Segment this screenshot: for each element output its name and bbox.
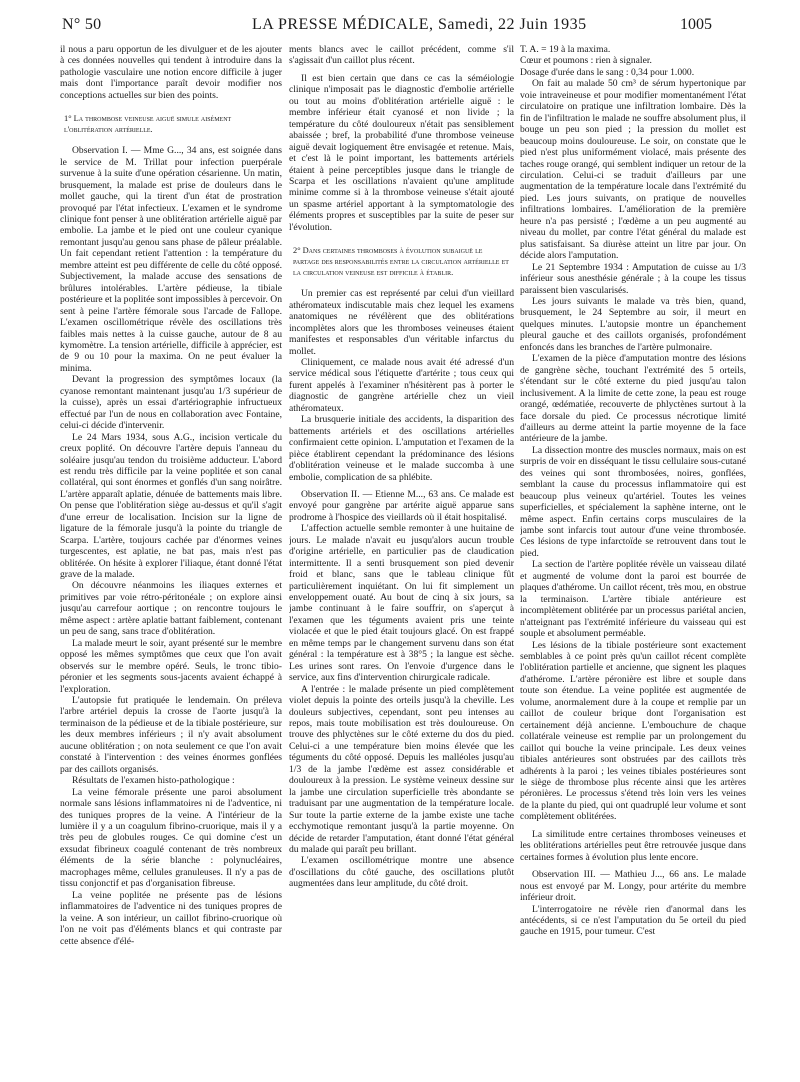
page-number: 1005 [680, 16, 712, 33]
paragraph: Dosage d'urée dans le sang : 0,34 pour 1.000. [520, 66, 695, 78]
issue-number: N° 50 [62, 16, 102, 33]
journal-title: LA PRESSE MÉDICALE, Samedi, 22 Juin 1935 [252, 16, 587, 33]
paragraph: T. A. = 19 à la maxima. [520, 44, 611, 55]
paragraph: Observation II. — Etienne M..., 63 ans. Ce malade est envoyé pour gangrène par artérite aiguë apparue sans prodrome à l'hospice des vieillards où il était hospitalisé. [289, 488, 514, 523]
paragraph: La brusquerie initiale des accidents, la disparition des battements artériels et des oscillations artérielles confirmaient cette opinion. L'amputation et l'examen de la pièce établirent cependant la prédominance des lésions d'oblitération veineuse et le malade succomba à une embolie, complication de sa phlébite. [289, 414, 514, 483]
paragraph: La section de l'artère poplitée révèle un vaisseau dilaté et augmenté de volume dont la paroi est bourrée de plaques d'athérome. Un caillot récent, très mou, en obstrue la terminaison. L'artère tibiale antérieure est incomplètement oblitérée par un processus pariétal ancien, n'atteignant pas l'extrémité inférieure du vaisseau qui est souple et absolument perméable. [520, 559, 746, 640]
paragraph: Cœur et poumons : rien à signaler. [520, 55, 652, 67]
paragraph: Le 24 Mars 1934, sous A.G., incision verticale du creux poplité. On découvre l'artère depuis l'anneau du soléaire jusqu'au tendon du troisième adducteur. L'abord est rendu très difficile par la veine poplitée et son canal collatéral, qui sont énormes et gonflés d'un sang noirâtre. L'artère apparaît aplatie, dénuée de battements mais libre. On pense que l'oblitération siège au-dessus et qu'il s'agit d'une erreur de localisation. Incision sur la ligne de ligature de la fémorale jusqu'à la pointe du triangle de Scarpa. L'artère, toujours cachée par d'énormes veines turgescentes, est aplatie, ne bat pas, mais n'est pas oblitérée. On hésite à explorer l'iliaque, étant donné l'état grave de la malade. [60, 431, 282, 581]
paragraph: ments blancs avec le caillot précédent, comme s'il s'agissait d'un caillot plus récent. [289, 44, 514, 67]
paragraph: On découvre néanmoins les iliaques externes et primitives par voie rétro-péritonéale ; on explore ainsi jusqu'au carrefour aortique ; on rencontre toujours le même aspect : artère aplatie battant faiblement, contenant un peu de sang, sans trace d'oblitération. [60, 580, 282, 638]
paragraph: Le 21 Septembre 1934 : Amputation de cuisse au 1/3 inférieur sous anesthésie générale ; à la coupe les tissus paraissent bien vascularisés. [520, 261, 746, 296]
paragraph: L'interrogatoire ne révèle rien d'anormal dans les antécédents, si ce n'est l'amputation du 5e orteil du pied gauche en 1915, pour tumeur. C'est [520, 903, 746, 938]
text-column-left [60, 44, 282, 1069]
paragraph: L'examen oscillométrique montre une absence d'oscillations du côté gauche, des oscillations plutôt augmentées dans leur amplitude, du côté droit. [289, 855, 514, 890]
paragraph: L'affection actuelle semble remonter à une huitaine de jours. Le malade n'avait eu jusqu'alors aucun trouble d'origine artérielle, en particulier pas de claudication intermittente. Il a senti brusquement son pied devenir froid et blanc, sans que le tableau clinique fût particulièrement inquiétant. On lui fit simplement un enveloppement ouaté. Au bout de cinq à six jours, sa jambe continuant à le faire souffrir, on s'aperçut à l'examen que les téguments avaient pris une teinte violacée et que le pied était toujours glacé. On est frappé en même temps par le changement survenu dans son état général : la température est à 38°5 ; la langue est sèche. Les urines sont rares. On l'envoie d'urgence dans le service, aux fins d'intervention chirurgicale radicale. [289, 523, 514, 684]
paragraph: Cliniquement, ce malade nous avait été adressé d'un service médical sous l'étiquette d'artérite ; tous ceux qui furent appelés à l'examiner n'hésitèrent pas à porter le diagnostic de gangrène artérielle chez un vieil athéromateux. [289, 356, 514, 414]
paragraph: La similitude entre certaines thromboses veineuses et les oblitérations artérielles peut être retrouvée jusque dans certaines formes à évolution plus lente encore. [520, 828, 746, 863]
paragraph: L'examen de la pièce d'amputation montre des lésions de gangrène sèche, touchant l'extrémité des 5 orteils, s'étendant sur le côté externe du pied jusqu'au talon inclusivement. A la limite de cette zone, la peau est rouge orangé, œdématiée, recouverte de phlyctènes surtout à la face dorsale du pied. Ce processus nécrotique limité d'ailleurs au derme atteint la partie moyenne de la face antérieure de la jambe. [520, 353, 746, 445]
paragraph: Les jours suivants le malade va très bien, quand, brusquement, le 24 Septembre au soir, il meurt en quelques minutes. L'autopsie montre un épanchement pleural gauche et des caillots organisés, profondément enfoncés dans les branches de l'artère pulmonaire. [520, 295, 746, 353]
paragraph: La dissection montre des muscles normaux, mais on est surpris de voir en disséquant le tissu cellulaire sous-cutané des veines qui sont thrombosées, noires, gonflées, semblant la cause du processus inflammatoire qui est beaucoup plus veineux qu'artériel. Toutes les veines superficielles, et spécialement la saphène interne, ont le même aspect. Enfin certains corps musculaires de la jambe sont infarcis tout autour d'une veine thrombosée. Ces lésions de type infarctoïde se retrouvent dans tout le pied. [520, 444, 746, 559]
paragraph: Les lésions de la tibiale postérieure sont exactement semblables à ce point près qu'un caillot récent complète l'oblitération partielle et ancienne, que signent les plaques d'athérome. L'artère péronière est libre et souple dans toute son étendue. La veine poplitée est augmentée de volume, anormalement dure à la coupe et remplie par un caillot de couleur brique dont l'organisation est certainement déjà ancienne. L'embouchure de chaque collatérale veineuse est remplie par un prolongement du caillot qui bouche la veine principale. Les deux veines tibiales antérieures sont obstruées par des caillots très adhérents à la paroi ; les veines tibiales postérieures sont le siège de thrombose plus récente ainsi que les artères péronières. Le processus s'étend très loin vers les veines de la plante du pied, qui ont quadruplé leur volume et sont complètement oblitérées. [520, 639, 746, 823]
paragraph: A l'entrée : le malade présente un pied complètement violet depuis la pointe des orteils jusqu'à la cheville. Les douleurs subjectives, cependant, sont peu intenses au repos, mais toute mobilisation est très douloureuse. On trouve des phlyctènes sur le côté externe du dos du pied. Celui-ci a une température bien moins élevée que les téguments du côté opposé. Depuis les malléoles jusqu'au 1/3 de la jambe l'œdème est assez considérable et douloureux à la pression. Le système veineux dessine sur la jambe une circulation superficielle très abondante se traduisant par une augmentation de la température locale. Sur toute la partie externe de la jambe existe une tache ecchymotique remontant jusqu'à la partie moyenne. On décide de retarder l'amputation, étant donné l'état général du malade qui paraît peu brillant. [289, 683, 514, 855]
paragraph: Devant la progression des symptômes locaux (la cyanose remontant maintenant jusqu'au 1/3 supérieur de la cuisse), après un essai d'artériographie infructueux effectué par l'un de nous en collaboration avec Fontaine, celui-ci décide d'intervenir. [60, 374, 282, 432]
section-heading: 2° Dans certaines thromboses à évolution subaiguë le partage des responsabilités entre la circulation artérielle et la circulation veineuse est difficile à établir. [293, 246, 509, 278]
paragraph: Résultats de l'examen histo-pathologique : [72, 775, 235, 787]
paragraph: Observation I. — Mme G..., 34 ans, est soignée dans le service de M. Trillat pour infection puerpérale survenue à la suite d'une opération césarienne. Un matin, brusquement, la malade est prise de douleurs dans le mollet gauche, qui la tirent d'un état de prostration provoqué par l'état infectieux. L'examen et le syndrome clinique font penser à une oblitération artérielle aiguë par embolie. La jambe et le pied ont une couleur cyanique remontant jusqu'au genou sans phase de pâleur préalable. Un fait cependant retient l'attention : la température du membre atteint est peu différente de celle du côté opposé. Subjectivement, la malade accuse des sensations de brûlures intolérables. L'artère pédieuse, la tibiale postérieure et la poplitée sont impossibles à percevoir. On sent à peine l'artère fémorale sous l'arcade de Fallope. L'examen oscillométrique révèle des oscillations très faibles mais nettes à la cuisse gauche, autour de 8 au kymomètre. La tension artérielle, difficile à apprécier, est de 9 ou 10 pour la maxima. On ne peut évaluer la minima. [60, 145, 282, 374]
paragraph: La veine fémorale présente une paroi absolument normale sans lésions inflammatoires ni de l'adventice, ni des tuniques propres de la veine. A l'intérieur de la lumière il y a un coagulum fibrino-cruorique, mais il y a très peu de globules rouges. Ce qui domine c'est un exsudat fibrineux coagulé contenant de très nombreux éléments de la série blanche : polynucléaires, macrophages même, cellules granuleuses. Il n'y a pas de tissu conjonctif et pas d'organisation fibreuse. [60, 786, 282, 890]
paragraph: Un premier cas est représenté par celui d'un vieillard athéromateux indiscutable mais chez lequel les examens anatomiques ne révélèrent que des oblitérations incomplètes alors que les thromboses veineuses étaient manifestes et responsables d'un véritable infarctus du mollet. [289, 288, 514, 357]
paragraph: Il est bien certain que dans ce cas la séméiologie clinique n'imposait pas le diagnostic d'embolie artérielle ou tout au moins d'oblitération artérielle aiguë : le membre inférieur était cyanosé et non livide ; la température du côté douloureux n'était pas sensiblement abaissée ; bref, la probabilité d'une thrombose veineuse aiguë devait logiquement être envisagée et retenue. Mais, et c'est là le point important, les battements artériels étaient à peine perceptibles jusque dans le triangle de Scarpa et les oscillations n'avaient qu'une amplitude minime comme si à la thrombose veineuse s'était ajouté un spasme artériel apportant à la symptomatologie des éléments propres et susceptibles par la suite de peser sur l'évolution. [289, 72, 514, 233]
paragraph: Observation III. — Mathieu J..., 66 ans. Le malade nous est envoyé par M. Longy, pour artérite du membre inférieur droit. [520, 869, 746, 904]
section-heading: 1° La thrombose veineuse aiguë simule aisément l'oblitération artérielle. [64, 114, 232, 135]
paragraph: il nous a paru opportun de les divulguer et de les ajouter à ces données nouvelles qui tendent à introduire dans la pathologie vasculaire une notion encore difficile à juger mais dont l'importance paraît devoir modifier nos conceptions actuelles sur bien des points. [60, 44, 282, 101]
paragraph: On fait au malade 50 cm³ de sérum hypertonique par voie intraveineuse et pour modifier momentanément l'état circulatoire on pratique une infiltration lombaire. Dès la fin de l'infiltration le malade ne souffre absolument plus, il bouge un peu son pied ; la pression du mollet est beaucoup moins douloureuse. Le soir, on constate que le pied n'est plus uniformément violacé, mais présente des taches rouge orangé, qui semblent indiquer un retour de la circulation. Celui-ci se traduit d'ailleurs par une augmentation de la température locale dans l'extrémité du pied. Les jours suivants, on pratique de nouvelles infiltrations lombaires. L'amélioration de la première heure n'a pas persisté ; l'œdème a un peu augmenté au niveau du mollet, par contre l'état général du malade est plus satisfaisant. Sa diurèse atteint un litre par jour. On décide alors l'amputation. [520, 78, 746, 262]
paragraph: La veine poplitée ne présente pas de lésions inflammatoires de l'adventice ni des tuniques propres de la veine. A son intérieur, un caillot fibrino-cruorique où l'on ne voit pas d'éléments blancs et qui contraste par cette absence d'élé- [60, 889, 282, 947]
page-header [62, 16, 712, 38]
paragraph: La malade meurt le soir, ayant présenté sur le membre opposé les mêmes symptômes que ceux que l'on avait observés sur le membre opéré. Seuls, le tronc tibio-péronier et les segments sous-jacents avaient échappé à l'exploration. [60, 637, 282, 695]
paragraph: L'autopsie fut pratiquée le lendemain. On préleva l'arbre artériel depuis la crosse de l'aorte jusqu'à la terminaison de la pédieuse et de la tibiale postérieure, sur les deux membres inférieurs ; il n'y avait absolument aucune oblitération ; on nota seulement ce que l'on avait constaté à l'intervention : des veines énormes gonflées par des caillots organisés. [60, 695, 282, 775]
text-column-right [520, 44, 746, 1069]
text-column-middle [289, 44, 514, 1069]
